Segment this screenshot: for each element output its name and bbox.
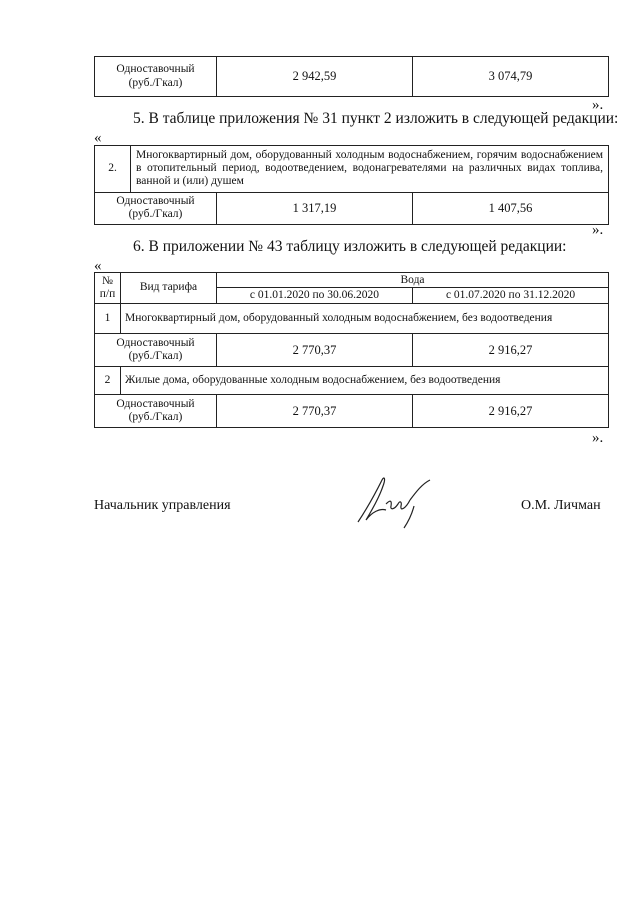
column-header-number <box>95 273 121 304</box>
table-header-row <box>95 273 609 288</box>
row-description: Многоквартирный дом, оборудованный холодным водоснабжением, без водоотведения <box>121 303 609 334</box>
row-description: Многоквартирный дом, оборудованный холодным водоснабжением, горячим водоснабжением в отопительный период, водоотведением, водонагревателями на различных видах топлива, ванной и (или) душем <box>131 146 609 193</box>
open-quote: « <box>94 130 102 146</box>
table-row <box>95 146 609 193</box>
tariff-label: Одноставочный <box>116 194 195 207</box>
tariff-label-cell <box>95 334 217 367</box>
tariff-value-period-2: 2 916,27 <box>413 334 609 367</box>
table-row <box>95 303 609 334</box>
row-number: 2 <box>95 366 121 395</box>
row-number: 1 <box>95 303 121 334</box>
tariff-value-period-1: 2 770,37 <box>217 334 413 367</box>
tariff-label-cell <box>95 192 217 224</box>
tariff-label-cell <box>95 57 217 97</box>
tariff-label: Одноставочный <box>116 397 195 410</box>
column-header-period-2: с 01.07.2020 по 31.12.2020 <box>413 288 609 303</box>
tariff-value-period-1: 2 942,59 <box>217 57 413 97</box>
column-header-water: Вода <box>217 273 609 288</box>
signatory-position: Начальник управления <box>94 498 231 513</box>
close-quote: ». <box>592 97 604 113</box>
table-continuation <box>94 56 609 97</box>
tariff-label: Одноставочный <box>116 336 195 349</box>
tariff-label-cell <box>95 395 217 428</box>
column-header-number-abbr: п/п <box>99 287 116 300</box>
column-header-period-1: с 01.01.2020 по 30.06.2020 <box>217 288 413 303</box>
close-quote: ». <box>592 430 604 446</box>
open-quote: « <box>94 258 102 274</box>
tariff-label: Одноставочный <box>116 63 195 76</box>
handwritten-signature <box>352 470 442 530</box>
tariff-unit: (руб./Гкал) <box>128 76 183 89</box>
tariff-value-period-1: 1 317,19 <box>217 192 413 224</box>
row-number: 2. <box>95 146 131 193</box>
column-header-number-symbol: № <box>102 274 113 287</box>
row-description: Жилые дома, оборудованные холодным водоснабжением, без водоотведения <box>121 366 609 395</box>
section-6-heading: 6. В приложении № 43 таблицу изложить в следующей редакции: <box>133 238 567 255</box>
tariff-unit: (руб./Гкал) <box>128 349 183 362</box>
table-row <box>95 334 609 367</box>
tariff-value-period-1: 2 770,37 <box>217 395 413 428</box>
section-5-heading: 5. В таблице приложения № 31 пункт 2 изложить в следующей редакции: <box>133 110 619 127</box>
column-header-tariff-type: Вид тарифа <box>121 273 217 304</box>
table-row <box>95 395 609 428</box>
close-quote: ». <box>592 222 604 238</box>
tariff-value-period-2: 1 407,56 <box>413 192 609 224</box>
signatory-name: О.М. Личман <box>521 498 601 513</box>
tariff-value-period-2: 3 074,79 <box>413 57 609 97</box>
table-section-5 <box>94 145 609 225</box>
table-row <box>95 192 609 224</box>
table-row <box>95 366 609 395</box>
table-section-6 <box>94 272 609 428</box>
table-row <box>95 57 609 97</box>
tariff-unit: (руб./Гкал) <box>128 208 183 221</box>
tariff-unit: (руб./Гкал) <box>128 411 183 424</box>
tariff-value-period-2: 2 916,27 <box>413 395 609 428</box>
